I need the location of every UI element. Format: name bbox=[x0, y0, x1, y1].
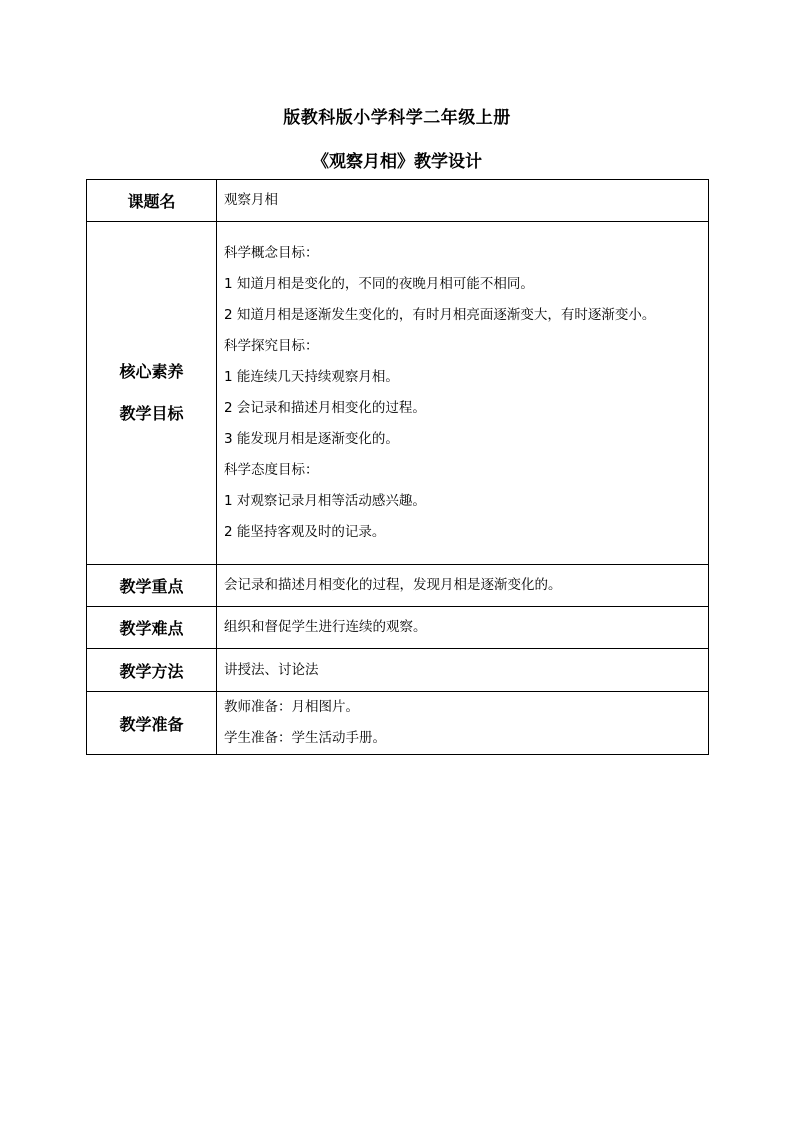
goal-line: 科学态度目标： bbox=[224, 462, 319, 478]
goal-line: 1 知道月相是变化的，不同的夜晚月相可能不相同。 bbox=[224, 276, 534, 292]
goals-label-line2: 教学目标 bbox=[119, 404, 184, 423]
document-title: 版教科版小学科学二年级上册 bbox=[283, 108, 511, 128]
table-row-preparation bbox=[87, 692, 709, 755]
goal-line: 3 能发现月相是逐渐变化的。 bbox=[224, 431, 399, 447]
goal-line: 科学探究目标： bbox=[224, 338, 319, 354]
goal-line: 2 会记录和描述月相变化的过程。 bbox=[224, 400, 426, 416]
lesson-plan-table bbox=[86, 179, 709, 755]
difficulties-label: 教学难点 bbox=[87, 607, 217, 649]
topic-value: 观察月相 bbox=[217, 180, 709, 222]
topic-label: 课题名 bbox=[87, 180, 217, 222]
preparation-line: 教师准备：月相图片。 bbox=[224, 699, 359, 715]
preparation-line: 学生准备：学生活动手册。 bbox=[224, 730, 386, 746]
difficulties-value: 组织和督促学生进行连续的观察。 bbox=[217, 607, 709, 649]
table-row-topic bbox=[87, 180, 709, 222]
goal-line: 2 能坚持客观及时的记录。 bbox=[224, 524, 386, 540]
table-row-methods bbox=[87, 649, 709, 692]
goal-line: 1 能连续几天持续观察月相。 bbox=[224, 369, 399, 385]
document-subtitle: 《观察月相》教学设计 bbox=[312, 152, 482, 172]
table-row-key-points bbox=[87, 565, 709, 607]
goals-label bbox=[87, 222, 217, 565]
methods-value: 讲授法、讨论法 bbox=[217, 649, 709, 692]
preparation-label: 教学准备 bbox=[87, 692, 217, 755]
key-points-value: 会记录和描述月相变化的过程，发现月相是逐渐变化的。 bbox=[217, 565, 709, 607]
goal-line: 1 对观察记录月相等活动感兴趣。 bbox=[224, 493, 426, 509]
table-row-goals bbox=[87, 222, 709, 565]
methods-label: 教学方法 bbox=[87, 649, 217, 692]
table-row-difficulties bbox=[87, 607, 709, 649]
goals-label-line1: 核心素养 bbox=[119, 362, 184, 381]
goal-line: 科学概念目标： bbox=[224, 245, 319, 261]
goal-line: 2 知道月相是逐渐发生变化的，有时月相亮面逐渐变大，有时逐渐变小。 bbox=[224, 307, 656, 323]
key-points-label: 教学重点 bbox=[87, 565, 217, 607]
preparation-content bbox=[217, 692, 709, 755]
goals-content bbox=[217, 222, 709, 565]
